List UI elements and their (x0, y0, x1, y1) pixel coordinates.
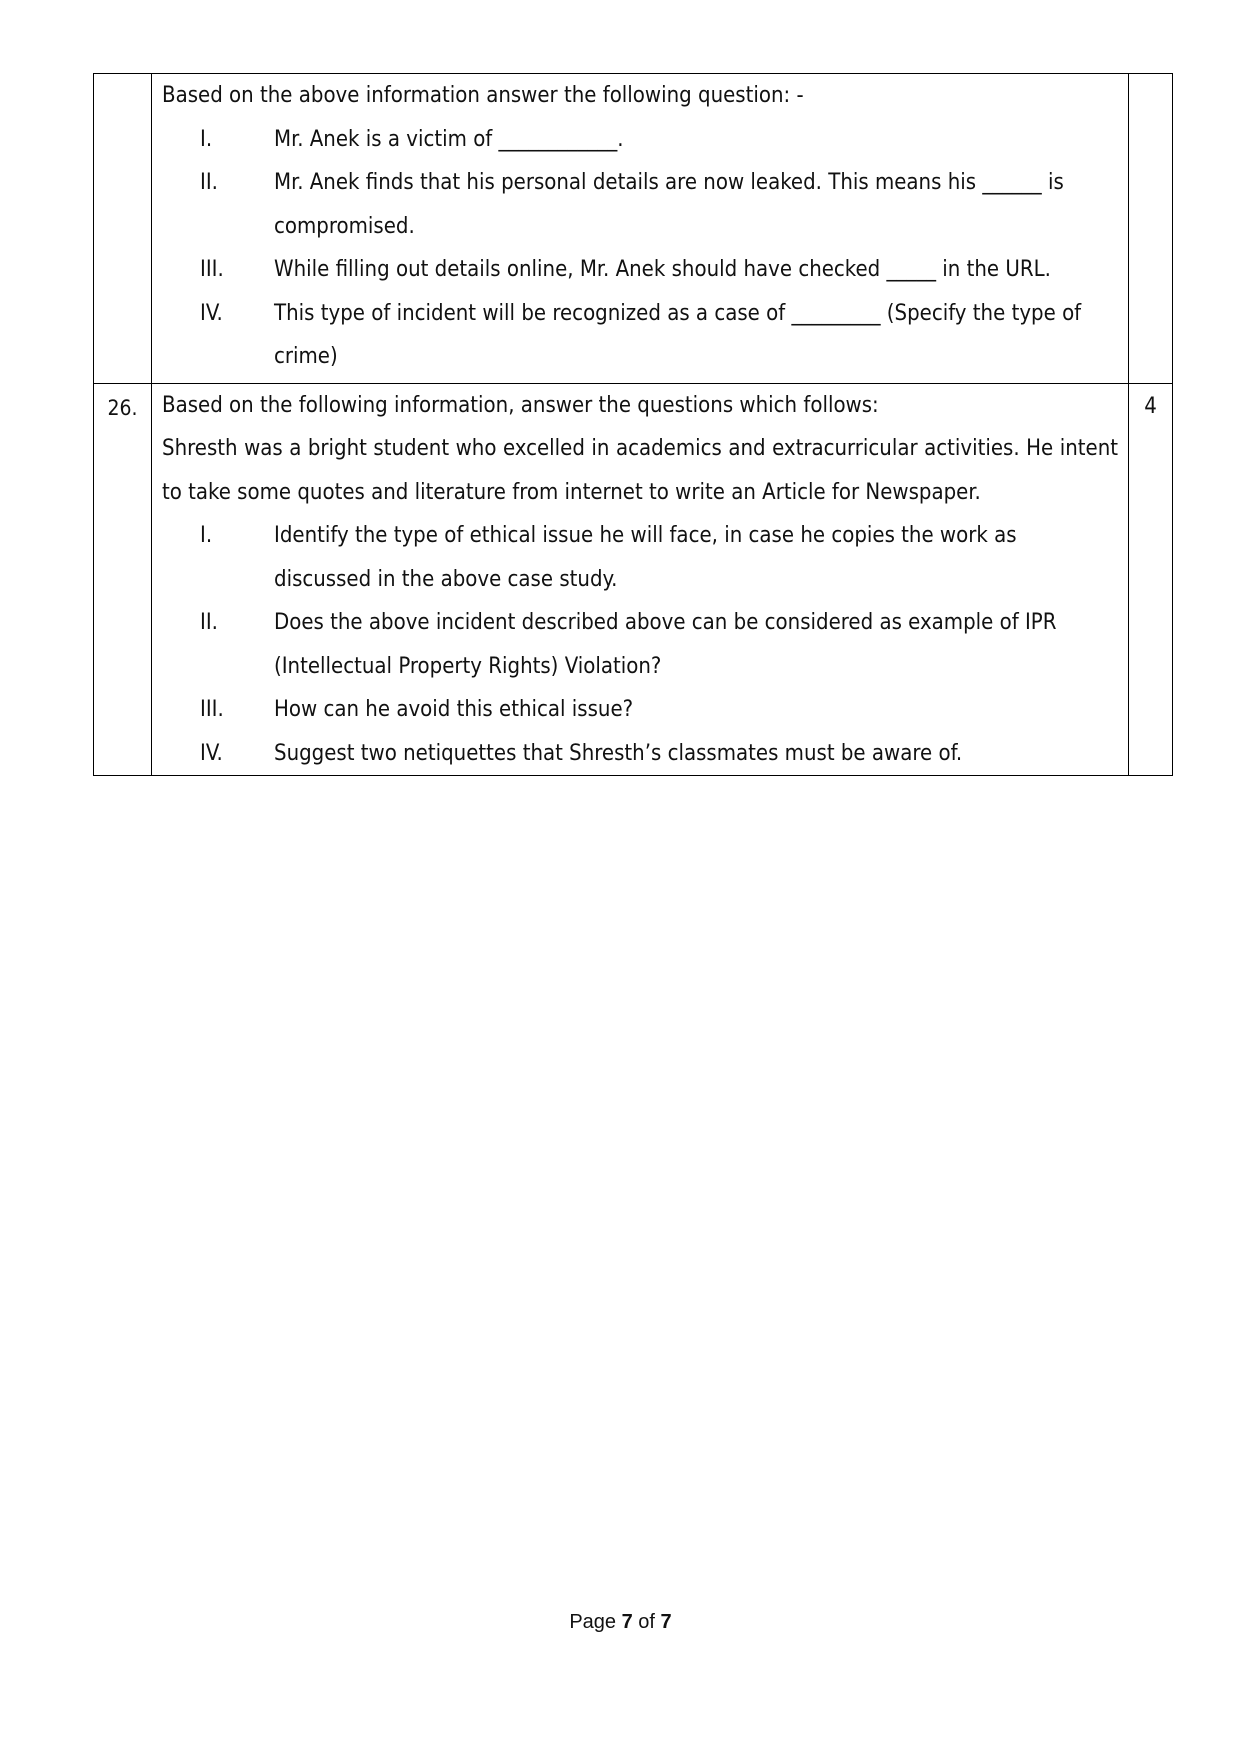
sub-question-list (162, 118, 1118, 379)
sub-question-item (162, 688, 1118, 732)
roman-numeral: I. (200, 523, 213, 548)
roman-numeral: I. (200, 126, 213, 152)
sub-question-item (162, 292, 1118, 379)
sub-question-text: Mr. Anek finds that his personal details are now leaked. This means his ______ is compromised. (274, 170, 1064, 239)
sub-question-text: This type of incident will be recognized as a case of _________ (Specify the type of crime) (274, 300, 1082, 369)
total-page-count: 7 (660, 1611, 672, 1633)
sub-question-text: While filling out details online, Mr. Anek should have checked _____ in the URL. (274, 257, 1051, 282)
sub-question-text: Suggest two netiquettes that Shresth’s classmates must be aware of. (274, 740, 963, 766)
sub-question-text: How can he avoid this ethical issue? (274, 697, 634, 722)
question-table (93, 73, 1173, 776)
roman-numeral: III. (200, 697, 224, 722)
page-label: Page (569, 1611, 617, 1633)
roman-numeral: II. (200, 170, 218, 195)
sub-question-text: Does the above incident described above can be considered as example of IPR (Intellectual Property Rights) Violation? (274, 610, 1057, 679)
sub-question-text: Mr. Anek is a victim of ____________. (274, 126, 624, 152)
current-page-number: 7 (621, 1611, 633, 1633)
question-lead-text: Based on the above information answer the following question: - (162, 83, 804, 108)
case-study-paragraph: Shresth was a bright student who excelled in academics and extracurricular activities. He intent to take some quotes and literature from internet to write an Article for Newspaper. (162, 436, 1118, 505)
sub-question-item (162, 514, 1118, 601)
question-body-cell (152, 74, 1129, 384)
roman-numeral: III. (200, 257, 224, 282)
question-lead-text: Based on the following information, answer the questions which follows: (162, 392, 879, 418)
question-number-cell (94, 74, 152, 384)
sub-question-item (162, 248, 1118, 292)
roman-numeral: IV. (200, 300, 223, 326)
sub-question-list (162, 514, 1118, 775)
sub-question-item (162, 118, 1118, 162)
marks-cell: 4 (1129, 383, 1173, 776)
question-body-cell (152, 383, 1129, 776)
sub-question-item (162, 732, 1118, 776)
sub-question-item (162, 601, 1118, 688)
page-of-label: of (638, 1611, 655, 1633)
page-footer (0, 1611, 1241, 1634)
question-row-25-continued (94, 74, 1173, 384)
sub-question-text: Identify the type of ethical issue he will face, in case he copies the work as discussed in the above case study. (274, 523, 1017, 592)
marks-cell (1129, 74, 1173, 384)
question-number-cell: 26. (94, 383, 152, 776)
question-row-26 (94, 383, 1173, 776)
sub-question-item (162, 161, 1118, 248)
roman-numeral: IV. (200, 740, 223, 766)
roman-numeral: II. (200, 610, 218, 635)
